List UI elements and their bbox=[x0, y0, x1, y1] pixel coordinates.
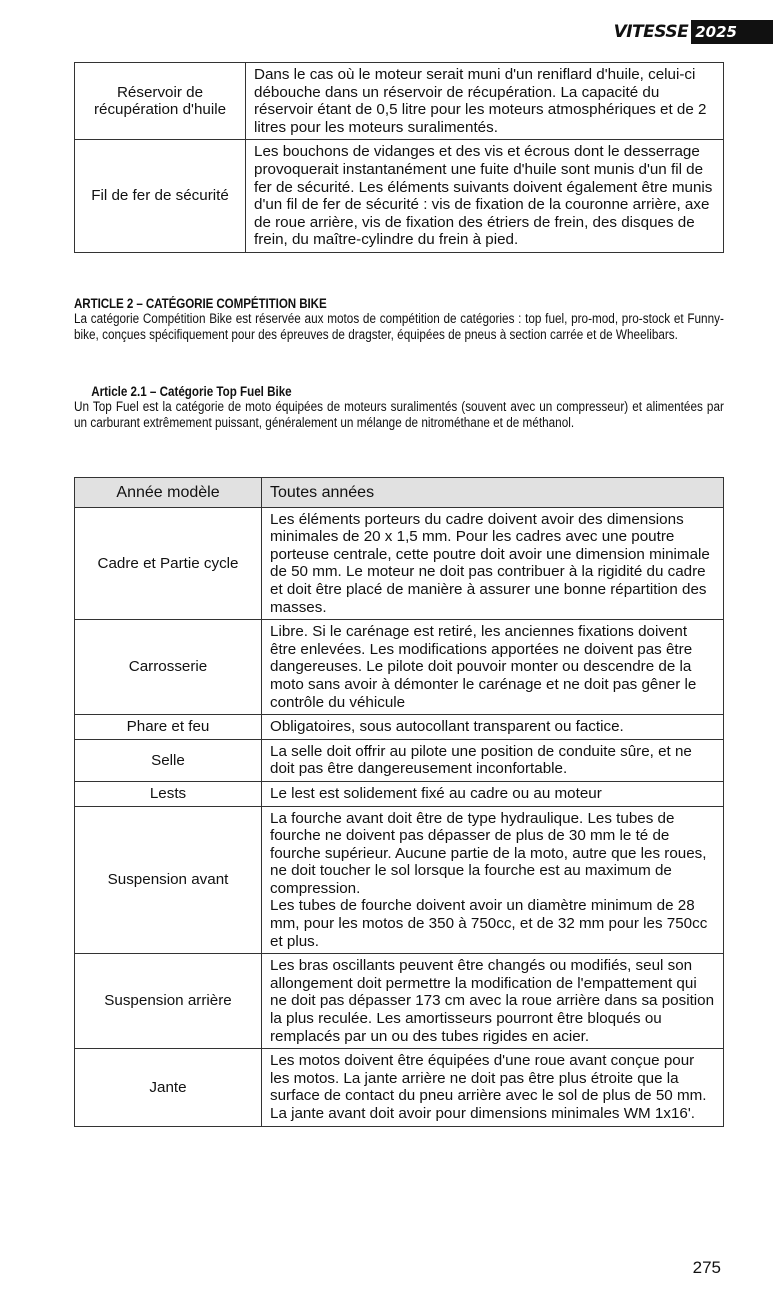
row-text: Les motos doivent être équipées d'une roue avant conçue pour les motos. La jante arrière ne doit pas être plus étroite que la surface de contact du pneu arrière avec le sol de plus de 50 mm. La jante avant doit avoir pour dimensions minimales WM 1x16'. bbox=[262, 1049, 724, 1126]
row-label: Phare et feu bbox=[75, 715, 262, 740]
row-text: Libre. Si le carénage est retiré, les anciennes fixations doivent être enlevées. Les modifications apportées ne doivent pas être dangereuses. Le pilote doit pouvoir monter ou descendre de la moto sans avoir à démonter le carénage et ne doit pas gêner le contrôle du véhicule bbox=[262, 620, 724, 715]
header-title: VITESSE bbox=[613, 22, 689, 42]
table-row bbox=[75, 63, 724, 140]
top-rules-table bbox=[74, 62, 724, 253]
top-fuel-rules-table bbox=[74, 477, 724, 1127]
row-text: Les bras oscillants peuvent être changés ou modifiés, seul son allongement doit permettre la modification de l'empattement qui ne doit pas dépasser 173 cm avec la roue arrière dans sa position la plus reculée. Les amortisseurs pourront être bloqués ou remplacés par un ou des tubes rigides en acier. bbox=[262, 954, 724, 1049]
table-header-row bbox=[75, 478, 724, 508]
row-text: La fourche avant doit être de type hydraulique. Les tubes de fourche ne doivent pas dépasser de plus de 30 mm le té de fourche supérieur. Aucune partie de la moto, autre que les roues, ne doit toucher le sol lorsque la fourche est au maximum de compression. Les tubes de fourche doivent avoir un diamètre minimum de 28 mm, pour les motos de 350 à 750cc, et de 32 mm pour les 750cc et plus. bbox=[262, 806, 724, 954]
table-row bbox=[75, 806, 724, 954]
row-text: Dans le cas où le moteur serait muni d'un reniflard d'huile, celui-ci débouche dans un réservoir de récupération. La capacité du réservoir étant de 0,5 litre pour les moteurs atmosphériques et de 2 litres pour les moteurs suralimentés. bbox=[246, 63, 724, 140]
article-2-1 bbox=[74, 384, 724, 431]
row-label: Fil de fer de sécurité bbox=[75, 140, 246, 253]
row-text: Obligatoires, sous autocollant transparent ou factice. bbox=[262, 715, 724, 740]
header-label: Année modèle bbox=[75, 478, 262, 508]
row-text: Les bouchons de vidanges et des vis et écrous dont le desserrage provoquerait instantanément une fuite d'huile sont munis d'un fil de fer de sécurité. Les éléments suivants doivent également être munis d'un fil de fer de sécurité : vis de fixation de la couronne arrière, axe de roue arrière, vis de fixation des étriers de frein, des disques de frein, du maître-cylindre du frein à pied. bbox=[246, 140, 724, 253]
row-label: Suspension arrière bbox=[75, 954, 262, 1049]
row-text: La selle doit offrir au pilote une position de conduite sûre, et ne doit pas être dangereusement inconfortable. bbox=[262, 739, 724, 781]
header-text: Toutes années bbox=[262, 478, 724, 508]
header-year: 2025 bbox=[691, 20, 773, 44]
row-text: Le lest est solidement fixé au cadre ou au moteur bbox=[262, 781, 724, 806]
table-row bbox=[75, 140, 724, 253]
table-row bbox=[75, 954, 724, 1049]
article-2-1-title: Article 2.1 – Catégorie Top Fuel Bike bbox=[91, 384, 292, 399]
article-2-1-body: Un Top Fuel est la catégorie de moto équipées de moteurs suralimentés (souvent avec un compresseur) et alimentées par un carburant extrêmement puissant, généralement un mélange de nitrométhane et de méthanol. bbox=[74, 399, 724, 430]
row-label: Lests bbox=[75, 781, 262, 806]
row-label: Carrosserie bbox=[75, 620, 262, 715]
table-row bbox=[75, 781, 724, 806]
article-2-body: La catégorie Compétition Bike est réservée aux motos de compétition de catégories : top fuel, pro-mod, pro-stock et Funny-bike, conçues spécifiquement pour des épreuves de dragster, équipées de pneus à section carrée et de Wheelibars. bbox=[74, 311, 724, 342]
table-row bbox=[75, 739, 724, 781]
row-label: Cadre et Partie cycle bbox=[75, 507, 262, 620]
table-row bbox=[75, 507, 724, 620]
page-number: 275 bbox=[692, 1258, 721, 1277]
page-header bbox=[614, 20, 773, 44]
table-row bbox=[75, 715, 724, 740]
row-label: Selle bbox=[75, 739, 262, 781]
article-2-title: ARTICLE 2 – CATÉGORIE COMPÉTITION BIKE bbox=[74, 296, 327, 311]
row-text: Les éléments porteurs du cadre doivent avoir des dimensions minimales de 20 x 1,5 mm. Pour les cadres avec une poutre porteuse centrale, cette poutre doit avoir une dimension minimale de 50 mm. Le moteur ne doit pas contribuer à la rigidité du cadre et doit être placé de manière à assurer une bonne répartition des masses. bbox=[262, 507, 724, 620]
row-label: Jante bbox=[75, 1049, 262, 1126]
table-row bbox=[75, 1049, 724, 1126]
row-label: Réservoir de récupération d'huile bbox=[75, 63, 246, 140]
table-row bbox=[75, 620, 724, 715]
row-label: Suspension avant bbox=[75, 806, 262, 954]
article-2 bbox=[74, 296, 724, 343]
